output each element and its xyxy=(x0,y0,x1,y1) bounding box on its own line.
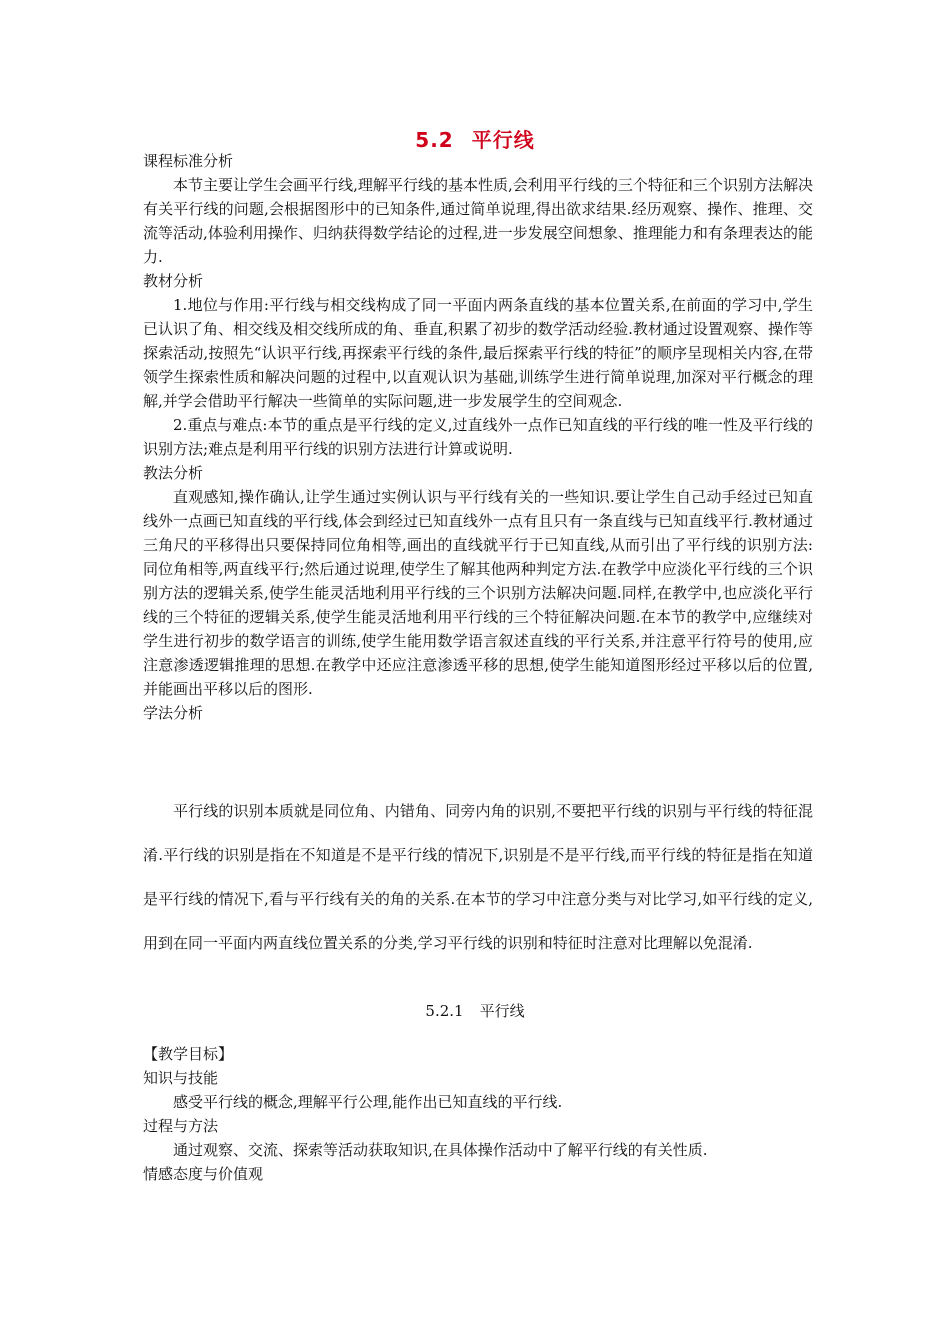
learning-heading: 学法分析 xyxy=(143,704,204,722)
learning-paragraph: 平行线的识别本质就是同位角、内错角、同旁内角的识别,不要把平行线的识别与平行线的特征混淆.平行线的识别是指在不知道是不是平行线的情况下,识别是不是平行线,而平行线的特征是指在知道是平行线的情况下,看与平行线有关的角的关系.在本节的学习中注意分类与对比学习,如平行线的定义,用到在同一平面内两直线位置关系的分类,学习平行线的识别和特征时注意对比理解以免混淆. xyxy=(143,802,813,952)
knowledge-heading: 知识与技能 xyxy=(143,1069,219,1087)
subsection-title xyxy=(0,1000,950,1021)
textbook-paragraph-1: 1.地位与作用:平行线与相交线构成了同一平面内两条直线的基本位置关系,在前面的学习中,学生已认识了角、相交线及相交线所成的角、垂直,积累了初步的数学活动经验.教材通过设置观察、操作等探索活动,按照先“认识平行线,再探索平行线的条件,最后探索平行线的特征”的顺序呈现相关内容,在带领学生探索性质和解决问题的过程中,以直观认识为基础,训练学生进行简单说理,加深对平行概念的理解,并学会借助平行解决一些简单的实际问题,进一步发展学生的空间观念. xyxy=(143,296,813,410)
process-paragraph: 通过观察、交流、探索等活动获取知识,在具体操作活动中了解平行线的有关性质. xyxy=(173,1141,708,1159)
learning-block xyxy=(143,789,813,965)
emotion-heading: 情感态度与价值观 xyxy=(143,1165,264,1183)
knowledge-paragraph: 感受平行线的概念,理解平行公理,能作出已知直线的平行线. xyxy=(173,1093,563,1111)
teaching-paragraph: 直观感知,操作确认,让学生通过实例认识与平行线有关的一些知识.要让学生自己动手经过已知直线外一点画已知直线的平行线,体会到经过已知直线外一点有且只有一条直线与已知直线平行.教材通过三角尺的平移得出只要保持同位角相等,画出的直线就平行于已知直线,从而引出了平行线的识别方法:同位角相等,两直线平行;然后通过说理,使学生了解其他两种判定方法.在教学中应淡化平行线的三个识别方法的逻辑关系,使学生能灵活地利用平行线的三个识别方法解决问题.同样,在教学中,也应淡化平行线的三个特征的逻辑关系,使学生能灵活地利用平行线的三个特征解决问题.在本节的教学中,应继续对学生进行初步的数学语言的训练,使学生能用数学语言叙述直线的平行关系,并注意平行符号的使用,应注意渗透逻辑推理的思想.在教学中还应注意渗透平移的思想,使学生能知道图形经过平移以后的位置,并能画出平移以后的图形. xyxy=(143,488,813,698)
section-number: 5.2 xyxy=(415,128,454,152)
objectives-block xyxy=(143,1042,813,1186)
section-name: 平行线 xyxy=(471,128,535,152)
curriculum-paragraph: 本节主要让学生会画平行线,理解平行线的基本性质,会利用平行线的三个特征和三个识别方法解决有关平行线的问题,会根据图形中的已知条件,通过简单说理,得出欲求结果.经历观察、操作、推理、交流等活动,体验利用操作、归纳获得数学结论的过程,进一步发展空间想象、推理能力和有条理表达的能力. xyxy=(143,176,813,266)
textbook-paragraph-2: 2.重点与难点:本节的重点是平行线的定义,过直线外一点作已知直线的平行线的唯一性及平行线的识别方法;难点是利用平行线的识别方法进行计算或说明. xyxy=(143,416,813,458)
subsection-name: 平行线 xyxy=(479,1002,525,1020)
process-heading: 过程与方法 xyxy=(143,1117,219,1135)
curriculum-heading: 课程标准分析 xyxy=(143,152,234,170)
analysis-sections xyxy=(143,149,813,725)
objectives-heading: 【教学目标】 xyxy=(143,1045,234,1063)
subsection-number: 5.2.1 xyxy=(425,1002,464,1020)
textbook-heading: 教材分析 xyxy=(143,272,204,290)
teaching-heading: 教法分析 xyxy=(143,464,204,482)
